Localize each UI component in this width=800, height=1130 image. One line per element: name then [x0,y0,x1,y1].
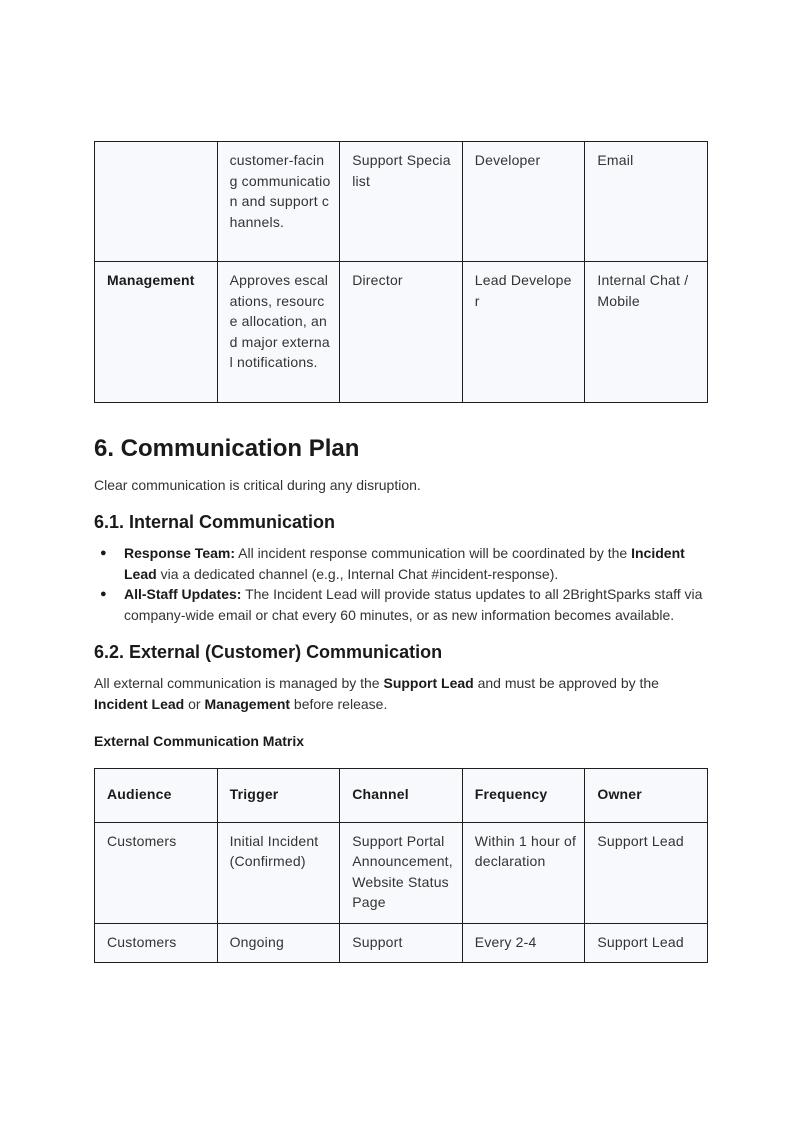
column-header: Audience [95,769,218,823]
subsection-heading: 6.1. Internal Communication [94,512,336,532]
body-paragraph [94,673,707,714]
list-item [94,584,707,625]
column-header: Owner [585,769,708,823]
table-row [95,822,708,923]
table-cell: Director [340,262,463,403]
table-cell: Initial Incident (Confirmed) [217,822,340,923]
table-cell: Support Portal Announcement, Website Status Page [340,822,463,923]
table-cell: Developer [462,142,585,262]
table-header-row [95,769,708,823]
paragraph-text: before release. [290,695,388,712]
column-header: Channel [340,769,463,823]
paragraph-text: or [184,695,205,712]
table-cell: Email [585,142,708,262]
bullet-label: Response Team: [124,545,235,561]
table-cell: Support Lead [585,923,708,963]
table-cell: Customers [95,822,218,923]
table-cell: Customers [95,923,218,963]
table-row [95,142,708,262]
table-cell [95,142,218,262]
roles-table [94,141,708,403]
table-row [95,262,708,403]
subsection-heading: 6.2. External (Customer) Communication [94,642,443,662]
section-heading: 6. Communication Plan [94,435,360,462]
list-item [94,543,707,584]
paragraph-bold-text: Incident Lead [94,695,185,712]
paragraph-text: and must be approved by the [473,675,659,691]
bullet-icon: ● [100,588,107,600]
table-row [95,923,708,963]
bullet-text: via a dedicated channel (e.g., Internal Chat #incident-response). [156,565,559,582]
table-cell: Support [340,923,463,963]
bullet-list [94,543,707,625]
paragraph-bold-text: Support Lead [383,675,474,691]
bullet-bold-text: Incident Lead [124,545,685,582]
table-caption: External Communication Matrix [94,733,305,749]
table-cell: Approves escalations, resource allocation, and major external notifications. [217,262,340,403]
section-intro: Clear communication is critical during any disruption. [94,477,421,493]
table-cell: Lead Developer [462,262,585,403]
table-cell: Ongoing [217,923,340,963]
bullet-text: The Incident Lead will provide status updates to all 2BrightSparks staff via company-wide email or chat every 60 minutes, or as new information becomes available. [124,586,703,623]
document-page [94,141,707,963]
table-cell: customer-facing communication and support channels. [217,142,340,262]
bullet-text: All incident response communication will be coordinated by the [235,545,632,561]
column-header: Trigger [217,769,340,823]
table-cell: Support Specialist [340,142,463,262]
table-cell: Support Lead [585,822,708,923]
bullet-label: All-Staff Updates: [124,586,242,602]
bullet-icon: ● [100,547,107,559]
table-cell: Within 1 hour of declaration [462,822,585,923]
table-cell: Every 2-4 [462,923,585,963]
table-cell: Internal Chat / Mobile [585,262,708,403]
column-header: Frequency [462,769,585,823]
paragraph-text: All external communication is managed by the [94,675,384,691]
paragraph-bold-text: Management [204,695,291,712]
external-communication-matrix [94,768,708,963]
table-cell: Management [95,262,218,403]
